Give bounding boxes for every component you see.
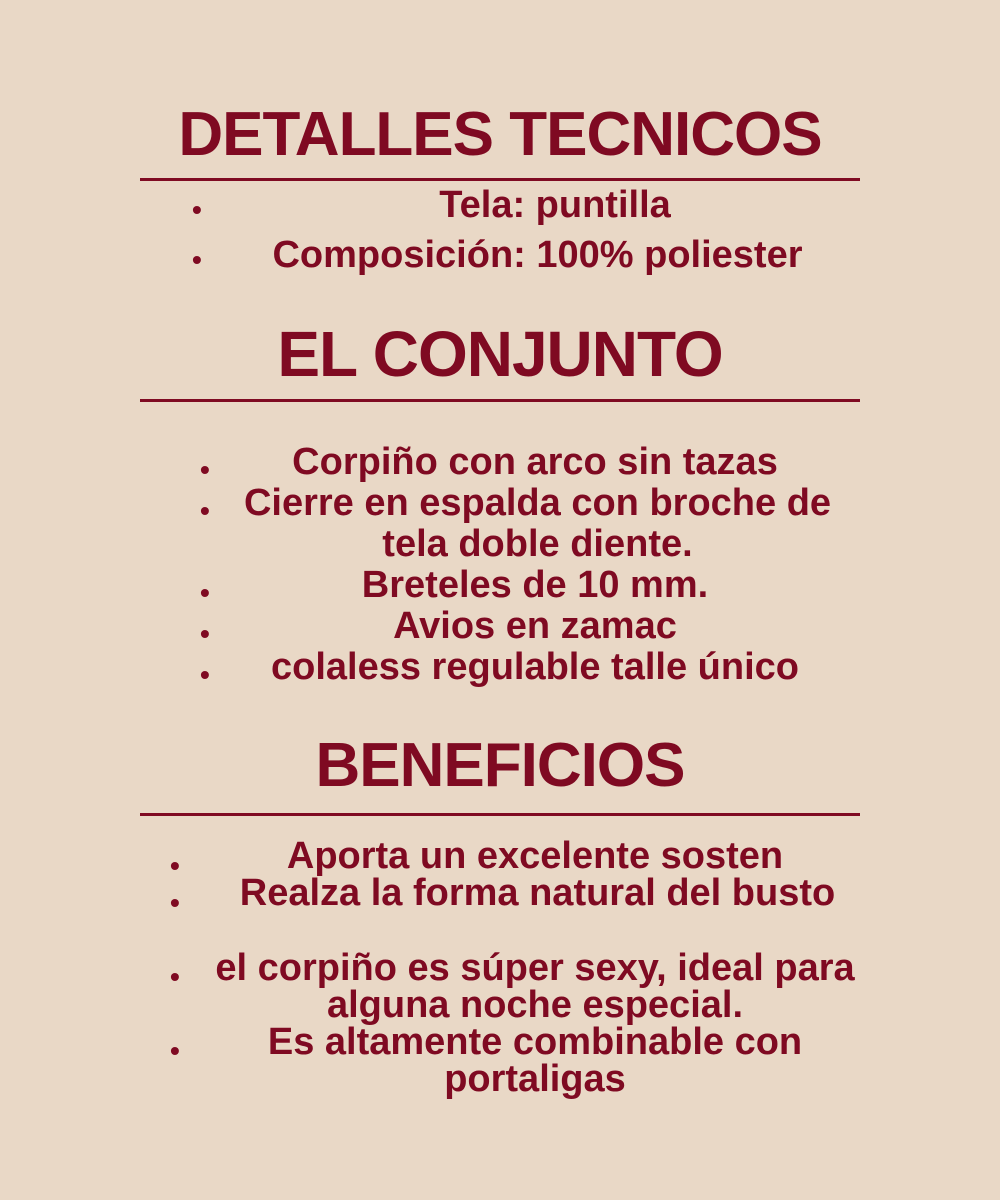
bullet-icon: • <box>170 887 180 918</box>
bullet-icon: • <box>200 577 210 608</box>
bullet-icon: • <box>200 495 210 526</box>
bullet-icon: • <box>200 454 210 485</box>
list-item: Realza la forma natural del busto <box>239 872 836 914</box>
section-heading: EL CONJUNTO <box>277 318 723 390</box>
list-item: Composición: 100% poliester <box>272 234 803 276</box>
section-divider <box>140 178 860 181</box>
list-item: el corpiño es súper sexy, ideal para alguna noche especial. <box>215 947 855 1026</box>
bullet-icon: • <box>170 961 180 992</box>
list-item: colaless regulable talle único <box>271 646 799 688</box>
bullet-icon: • <box>200 659 210 690</box>
bullet-icon: • <box>192 194 202 225</box>
bullet-icon: • <box>170 850 180 881</box>
section-heading: DETALLES TECNICOS <box>178 100 822 169</box>
list-item: Cierre en espalda con broche de tela doble diente. <box>243 482 832 565</box>
bullet-icon: • <box>200 618 210 649</box>
list-item: Avios en zamac <box>393 605 677 647</box>
section-divider <box>140 813 860 816</box>
list-item: Es altamente combinable con portaligas <box>267 1021 803 1100</box>
list-item: Tela: puntilla <box>439 184 671 226</box>
bullet-icon: • <box>170 1035 180 1066</box>
section-divider <box>140 399 860 402</box>
list-item: Corpiño con arco sin tazas <box>292 441 778 483</box>
section-heading: BENEFICIOS <box>315 731 685 800</box>
list-item: Breteles de 10 mm. <box>361 564 709 606</box>
list-item: Aporta un excelente sosten <box>286 835 784 877</box>
bullet-icon: • <box>192 244 202 275</box>
